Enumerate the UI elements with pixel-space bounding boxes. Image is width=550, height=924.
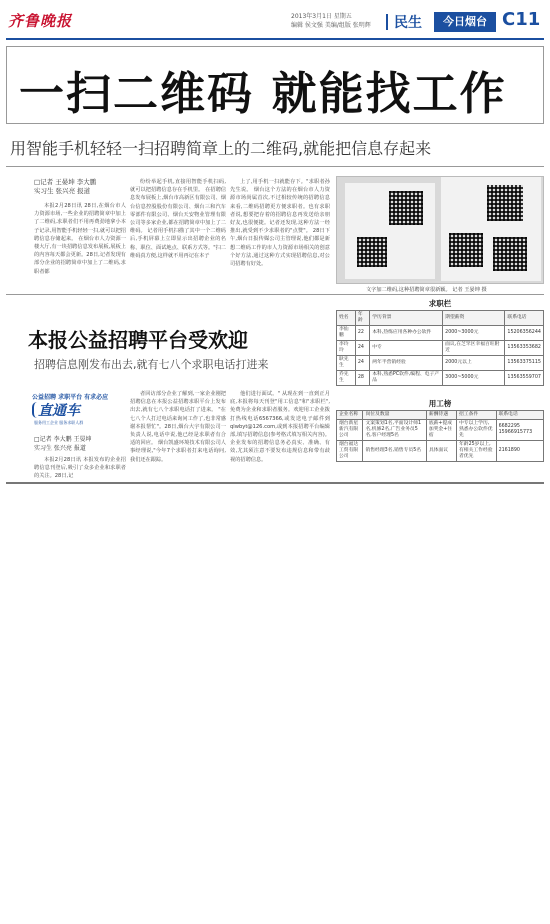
table-cell: 文案策划1名,平面设计师1名,机修2名,广告业务员5名,客户经理5名 (363, 420, 426, 441)
issue-meta (291, 12, 371, 30)
table-row (337, 326, 544, 341)
table-header-row (337, 411, 544, 420)
table-row (337, 356, 544, 371)
article2-text-2: 者回访部分企业了解到,一家企业刚把招聘信息在本报公益招聘求职平台上发布出去,就有七八个求职电话打了进来。 "在七八个人打过电话来询问工作了,也非常感谢本报帮忙"。28日,烟台大宇有限公司一负责人说,电话中说,他已经是求职者有合适的回应。 烟台凯盛环境技术有限公司人事经理说,"今年7个求职者打来电话询问,我们还在跟踪。 (130, 391, 226, 463)
promo-title: 直通车 (38, 403, 80, 419)
divider (6, 166, 544, 167)
table-cell: 24 (355, 341, 369, 356)
main-subhead: 用智能手机轻轻一扫招聘简章上的二维码,就能把信息存起来 (10, 139, 432, 158)
table-header-row (337, 311, 544, 326)
column-header: 薪酬待遇 (426, 411, 456, 420)
page-bottom-border (6, 482, 544, 484)
article1-column-2 (130, 178, 226, 284)
column-header: 企业名称 (337, 411, 363, 420)
table-cell: 面议,在芝罘区幸福百旺附近 (443, 341, 505, 356)
article2-headline: 本报公益招聘平台受欢迎 (28, 328, 248, 352)
article1-column-3 (230, 178, 330, 284)
table-cell: 28 (355, 371, 369, 386)
job-seekers-title: 求职栏 (428, 299, 452, 308)
newspaper-logo: 齐鲁晚报 (8, 12, 73, 30)
table-cell: 22 (355, 326, 369, 341)
section-tag: 今日烟台 (434, 12, 496, 32)
issue-date: 2013年3月1日 星期五 (291, 13, 352, 20)
table-cell: 13563559707 (505, 371, 544, 386)
table-cell: 烟台福达工贸有限公司 (337, 441, 363, 462)
article1-text-3: 上了,用手机一扫就能存下。"求职者孙先生说。 烟台这个方法的在烟台市人力资源市场尚属首次,不过相较传统的招聘信息来看,二维码招聘更方便求职者。也有求职者说,想要把存着的招聘信息再发送给亲朋好友,也很便捷。记者还发现,这种方法一经推出,就受到不少求职者的"点赞"。 28日下午,烟台日报传媒公司主管理说,他们都是新想二维码工作的市人力资源市场相关的创意个好方法,通过这种方式实现招聘信息,对公司招聘有好处。 (230, 179, 330, 268)
article1-column-1 (34, 202, 126, 284)
article1-byline (34, 178, 96, 196)
table-cell: 李仙鹏 (337, 326, 356, 341)
employers-title: 用工榜 (428, 399, 452, 408)
photo-caption: 文字加二维码,这种招聘简章很新颖。 记者 王晏坤 摄 (366, 287, 487, 293)
byline-interns: 实习生 张兴亮 报道 (34, 444, 86, 452)
table-cell: 销售经理3名,销售专员5名 (363, 441, 426, 462)
table-row (337, 371, 544, 386)
table-cell: 2000元以上 (443, 356, 505, 371)
recruitment-promo-logo (32, 392, 109, 432)
table-cell: 乔先生 (337, 371, 356, 386)
article2-text-3: 他们进行面试。" 从现在到一直到正月底,本报将每天刊登"用工信息"和"求职栏",免费为企业和求职者服务。欢迎用工企业拨打热线电话6567366,或发送电子邮件到qlwbyt@126.com,或到本报招聘平台编辑部,填写招聘信息(参考格式填写相关内容)。企业发布的招聘信息务必真实、准确、有效,尤其须注意不要发布违规信息和带有歧视的招聘信息。 (230, 391, 330, 463)
table-cell: 具体面议 (426, 441, 456, 462)
article2-byline (34, 436, 91, 453)
table-cell: 年龄25岁以上,有相关工作经验者优先 (456, 441, 496, 462)
table-row (337, 441, 544, 462)
header-divider (386, 14, 388, 30)
column-header: 学历背景 (370, 311, 443, 326)
table-cell: 2000~3000元 (443, 326, 505, 341)
table-row (337, 341, 544, 356)
article2-column-1 (34, 456, 126, 482)
column-header: 期望薪资 (443, 311, 505, 326)
promo-slogan: 服务用工企业 服务求职人群 (34, 420, 84, 425)
table-cell: 15206356244 (505, 326, 544, 341)
table-cell: 3000~5000元 (443, 371, 505, 386)
main-headline: 一扫二维码 就能找工作 (19, 67, 507, 120)
column-header: 年龄 (355, 311, 369, 326)
article2-subhead: 招聘信息刚发布出去,就有七八个求职电话打进来 (34, 358, 269, 371)
table-cell: 两年半营销经验 (370, 356, 443, 371)
page-header (6, 6, 544, 40)
main-headline-box (6, 46, 544, 124)
table-cell: 烟台新星新汽有限公司 (337, 420, 363, 441)
table-cell: 24 (355, 356, 369, 371)
qr-code-photo (336, 176, 544, 284)
article2-column-3 (230, 390, 330, 482)
column-header: 招工条件 (456, 411, 496, 420)
article1-text-1: 本报2月28日讯 28日,在烟台市人力资源市场,一些企业的招聘简章中加上了二维码,求职者们不用再费劲地拿小本子记录,用智能手机轻轻一扫,就可以把招聘信息存储起来。 在烟台市人力资源一楼大厅,有一块招聘信息发布展板,展板上的内容每天都会更新。28日,记者发现有部分企业的招聘简章中加上了二维码,求职者都 (34, 203, 126, 275)
section-name: 民生 (394, 15, 422, 31)
table-cell: 中专 (370, 341, 443, 356)
table-cell: 底薪+提成加奖金+住宿 (426, 420, 456, 441)
article2-text-1: 本报2月28日讯 本报发布的企业招聘信息刊登后,吸引了众多企业和求职者的关注。28日,记 (34, 457, 126, 480)
issue-editors: 编辑 侯文强 美编/组版 张明辉 (291, 22, 371, 29)
column-header: 联系电话 (496, 411, 543, 420)
byline-interns: 实习生 张兴亮 报道 (34, 187, 91, 195)
table-cell: 13563375115 (505, 356, 544, 371)
newspaper-page (6, 6, 544, 482)
table-cell: 6682295 15966915773 (496, 420, 543, 441)
table-cell: 李玲玲 (337, 341, 356, 356)
byline-reporters: □记者 王晏坤 李大鹏 (34, 178, 97, 186)
column-header: 联系电话 (505, 311, 544, 326)
article2-column-2 (130, 390, 226, 482)
table-cell: 耿先生 (337, 356, 356, 371)
divider (6, 294, 544, 295)
column-header: 岗位及数量 (363, 411, 426, 420)
table-cell: 2161890 (496, 441, 543, 462)
table-cell: 本科,熟悉PC软件,编程、电子产品 (370, 371, 443, 386)
promo-tagline: 公益招聘 求职平台 有求必应 (32, 394, 109, 401)
job-seekers-table (336, 310, 544, 386)
table-cell: 中专以上学历,熟悉办公软件优先 (456, 420, 496, 441)
table-cell: 13563353682 (505, 341, 544, 356)
employers-table (336, 410, 544, 462)
column-header: 姓名 (337, 311, 356, 326)
page-number: C11 (502, 9, 541, 30)
table-cell: 本科,热练应用各种办公软件 (370, 326, 443, 341)
article1-text-2: 纷纷举起手机,直接用智能手机扫码,就可以把招聘信息存在手机里。 在招聘信息发布展板上,烟台市高新区有限公司、烟台信息控股股份有限公司、烟台三和汽车零部件有限公司、烟台天安物业管理有限公司等多家企业,都在招聘简章中加上了二维码。 记者用手机扫描了其中一个二维码后,手机屏幕上立即显示出招聘企业的名称、职位、面试地点、联系方式等。"扫二维码真方便,这样就不用再记在本子 (130, 179, 226, 259)
table-row (337, 420, 544, 441)
byline-reporters: □记者 李大鹏 王晏坤 (34, 436, 92, 443)
